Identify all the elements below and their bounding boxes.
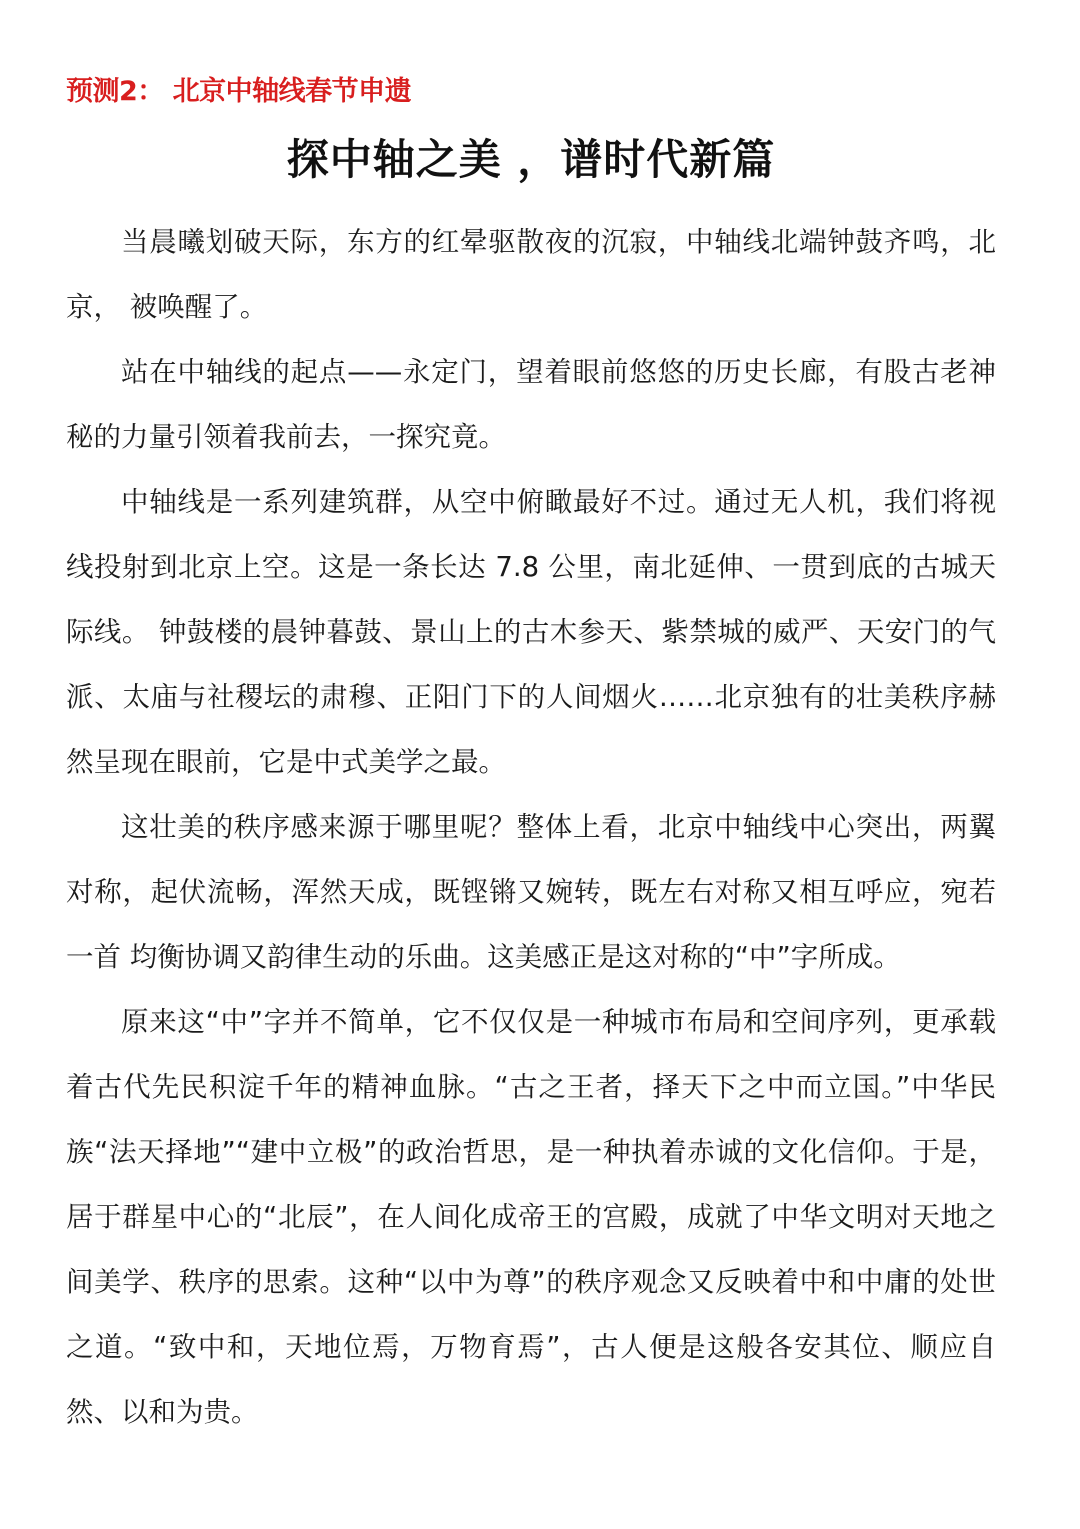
- paragraph-1: 当晨曦划破天际，东方的红晕驱散夜的沉寂，中轴线北端钟鼓齐鸣，北京， 被唤醒了。: [66, 226, 996, 323]
- paragraph-5: 原来这“中”字并不简单，它不仅仅是一种城市布局和空间序列，更承载着古代先民积淀千年的精神血脉。“古之王者，择天下之中而立国。”中华民族“法天择地”“建中立极”的政治哲思，是一种执着赤诚的文化信仰。于是，居于群星中心的“北辰”，在人间化成帝王的宫殿，成就了中华文明对天地之间美学、秩序的思索。这种“以中为尊”的秩序观念又反映着中和中庸的处世之道。“致中和，天地位焉，万物育焉”，古人便是这般各安其位、顺应自然、以和为贵。: [66, 1006, 996, 1428]
- article-title: 探中轴之美 ，谱时代新篇: [286, 135, 776, 184]
- article-body: [66, 210, 996, 1445]
- paragraph-4: 这壮美的秩序感来源于哪里呢？整体上看，北京中轴线中心突出，两翼对称，起伏流畅，浑然天成，既铿锵又婉转，既左右对称又相互呼应，宛若一首 均衡协调又韵律生动的乐曲。这美感正是这对称的“中”字所成。: [66, 811, 996, 973]
- paragraph-3: 中轴线是一系列建筑群，从空中俯瞰最好不过。通过无人机，我们将视线投射到北京上空。这是一条长达 7.8 公里，南北延伸、一贯到底的古城天际线。 钟鼓楼的晨钟暮鼓、景山上的古木参天、紫禁城的威严、天安门的气派、太庙与社稷坛的肃穆、正阳门下的人间烟火……北京独有的壮美秩序赫然呈现在眼前，它是中式美学之最。: [66, 486, 996, 778]
- prediction-heading: 预测2： 北京中轴线春节申遗: [66, 76, 412, 107]
- paragraph-2: 站在中轴线的起点——永定门，望着眼前悠悠的历史长廊，有股古老神秘的力量引领着我前去，一探究竟。: [66, 356, 996, 453]
